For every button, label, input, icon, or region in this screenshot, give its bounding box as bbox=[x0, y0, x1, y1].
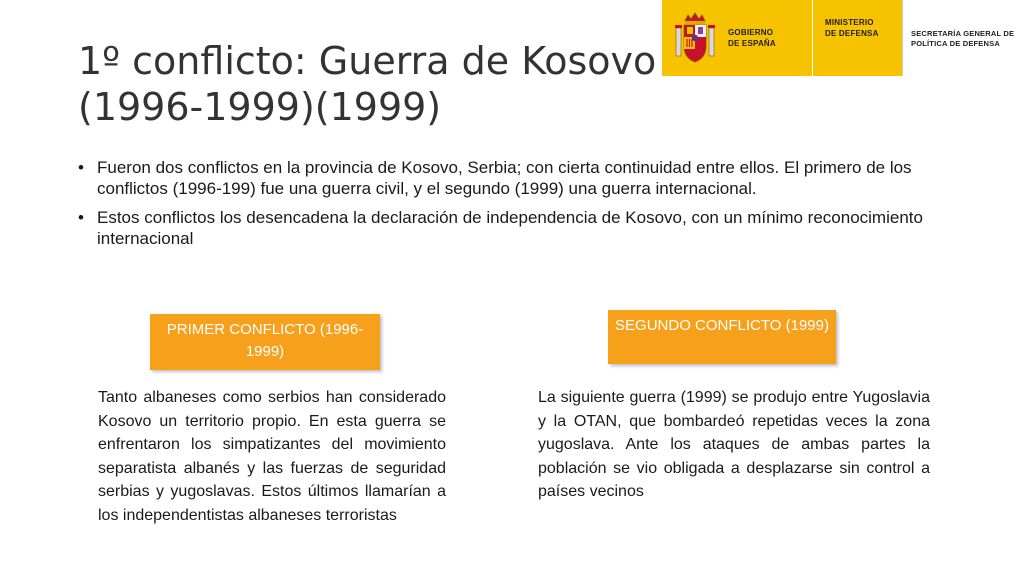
bullet-icon: • bbox=[78, 158, 84, 177]
government-logo bbox=[662, 0, 812, 76]
secretariat-logo-text: SECRETARÍA GENERAL DE POLÍTICA DE DEFENSA bbox=[911, 29, 1015, 48]
first-conflict-text: Tanto albaneses como serbios han considerado Kosovo un territorio propio. En esta guerra se enfrentaron los simpatizantes del movimiento separatista albanés y las fuerzas de seguridad serbias y yugoslavas. Estos últimos llamarían a los independentistas albaneses terroristas bbox=[98, 389, 446, 524]
slide-title: 1º conflicto: Guerra de Kosovo (1996-1999)(1999) bbox=[78, 39, 657, 129]
bullet-list bbox=[78, 157, 938, 257]
secretariat-logo bbox=[902, 0, 1024, 76]
ministry-logo-text: MINISTERIO DE DEFENSA bbox=[825, 18, 879, 38]
bullet-item bbox=[78, 157, 938, 199]
government-logo-text: GOBIERNO DE ESPAÑA bbox=[728, 28, 776, 48]
second-conflict-label: SEGUNDO CONFLICTO (1999) bbox=[608, 310, 836, 364]
bullet-text: Estos conflictos los desencadena la declaración de independencia de Kosovo, con un mínimo reconocimiento internacional bbox=[97, 208, 923, 248]
header-logos bbox=[662, 0, 1024, 76]
ministry-logo bbox=[812, 0, 902, 76]
bullet-icon: • bbox=[78, 208, 84, 227]
coat-of-arms-icon bbox=[674, 12, 716, 64]
bullet-item bbox=[78, 207, 938, 249]
bullet-text: Fueron dos conflictos en la provincia de Kosovo, Serbia; con cierta continuidad entre ellos. El primero de los conflictos (1996-199) fue una guerra civil, y el segundo (1999) una guerra internacional. bbox=[97, 158, 912, 198]
first-conflict-label: PRIMER CONFLICTO (1996-1999) bbox=[150, 314, 380, 370]
second-conflict-text: La siguiente guerra (1999) se produjo entre Yugoslavia y la OTAN, que bombardeó repetidas veces la zona yugoslava. Ante los ataques de ambas partes la población se vio obligada a desplazarse sin control a países vecinos bbox=[538, 389, 930, 500]
